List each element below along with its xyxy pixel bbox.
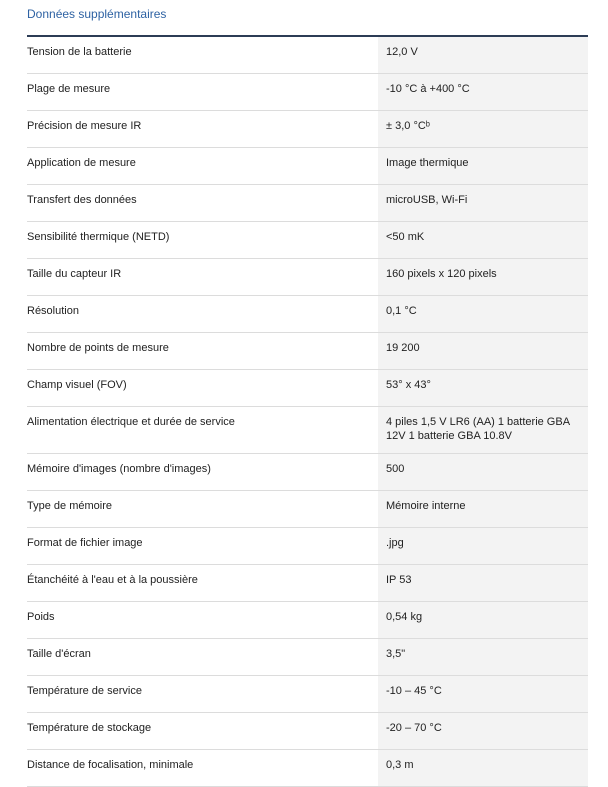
spec-row: [27, 713, 588, 750]
spec-row: [27, 639, 588, 676]
spec-label: Transfert des données: [27, 194, 137, 206]
spec-value: 53° x 43°: [378, 370, 588, 406]
spec-value: microUSB, Wi-Fi: [378, 185, 588, 221]
spec-value: 0,3 m: [378, 750, 588, 786]
spec-label: Étanchéité à l'eau et à la poussière: [27, 574, 198, 586]
spec-label: Format de fichier image: [27, 537, 143, 549]
spec-row: [27, 602, 588, 639]
spec-row: [27, 259, 588, 296]
section-title: Données supplémentaires: [27, 7, 167, 21]
spec-value: IP 53: [378, 565, 588, 601]
spec-value: Mémoire interne: [378, 491, 588, 527]
spec-row: [27, 528, 588, 565]
spec-label: Sensibilité thermique (NETD): [27, 231, 170, 243]
spec-label: Nombre de points de mesure: [27, 342, 169, 354]
spec-value: ± 3,0 °Cᵇ: [378, 111, 588, 147]
spec-table: [27, 37, 588, 787]
spec-value: 4 piles 1,5 V LR6 (AA) 1 batterie GBA 12V 1 batterie GBA 10.8V: [378, 407, 588, 453]
spec-label: Type de mémoire: [27, 500, 112, 512]
spec-row: [27, 37, 588, 74]
spec-label: Température de service: [27, 685, 142, 697]
spec-label: Alimentation électrique et durée de service: [27, 416, 235, 428]
spec-row: [27, 148, 588, 185]
spec-row: [27, 676, 588, 713]
spec-label: Application de mesure: [27, 157, 136, 169]
spec-value: -20 – 70 °C: [378, 713, 588, 749]
spec-label: Plage de mesure: [27, 83, 111, 95]
spec-row: [27, 296, 588, 333]
spec-row: [27, 74, 588, 111]
spec-row: [27, 407, 588, 454]
spec-row: [27, 333, 588, 370]
spec-value: 0,54 kg: [378, 602, 588, 638]
spec-row: [27, 370, 588, 407]
spec-label: Distance de focalisation, minimale: [27, 759, 194, 771]
spec-label: Température de stockage: [27, 722, 152, 734]
spec-label: Champ visuel (FOV): [27, 379, 127, 391]
spec-row: [27, 491, 588, 528]
spec-row: [27, 222, 588, 259]
spec-row: [27, 750, 588, 787]
spec-value: 0,1 °C: [378, 296, 588, 332]
spec-label: Poids: [27, 611, 55, 623]
spec-value: .jpg: [378, 528, 588, 564]
spec-value: Image thermique: [378, 148, 588, 184]
spec-label: Taille du capteur IR: [27, 268, 122, 280]
spec-label: Précision de mesure IR: [27, 120, 142, 132]
spec-row: [27, 454, 588, 491]
spec-label: Taille d'écran: [27, 648, 91, 660]
spec-value: -10 °C à +400 °C: [378, 74, 588, 110]
spec-label: Résolution: [27, 305, 79, 317]
spec-label: Tension de la batterie: [27, 46, 132, 58]
spec-value: 3,5": [378, 639, 588, 675]
spec-value: 12,0 V: [378, 37, 588, 73]
spec-value: <50 mK: [378, 222, 588, 258]
spec-row: [27, 111, 588, 148]
spec-row: [27, 185, 588, 222]
spec-value: -10 – 45 °C: [378, 676, 588, 712]
spec-row: [27, 565, 588, 602]
spec-value: 19 200: [378, 333, 588, 369]
spec-value: 500: [378, 454, 588, 490]
spec-label: Mémoire d'images (nombre d'images): [27, 463, 211, 475]
spec-value: 160 pixels x 120 pixels: [378, 259, 588, 295]
